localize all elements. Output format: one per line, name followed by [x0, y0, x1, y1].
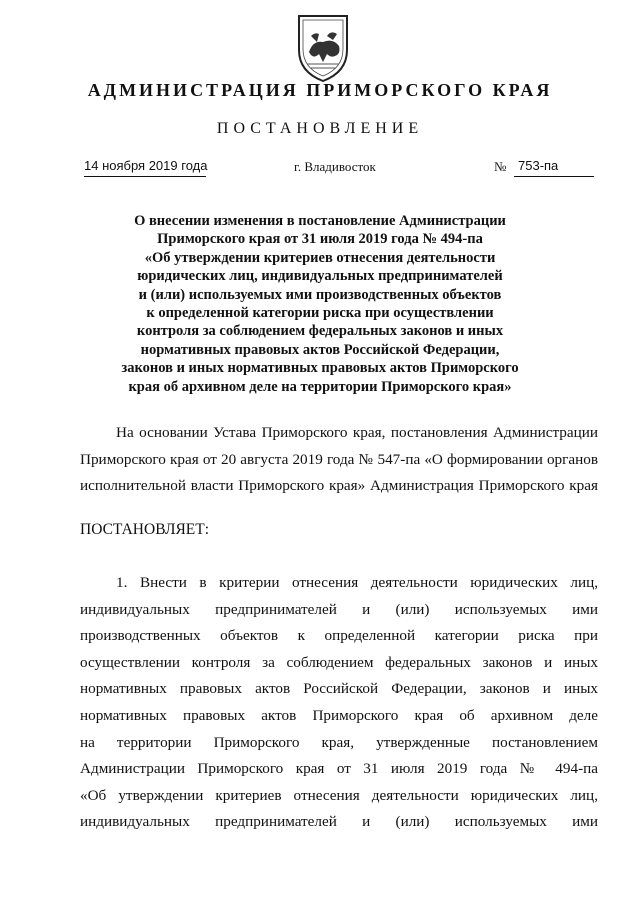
body-line: Администрации Приморского края от 31 июля 2019 года № 494-па [80, 760, 598, 778]
date-number-line [84, 158, 596, 182]
title-line: законов и иных нормативных правовых актов Приморского [121, 360, 519, 377]
body-line: нормативных правовых актов Российской Федерации, законов и иных [80, 680, 598, 698]
organization-title: АДМИНИСТРАЦИЯ ПРИМОРСКОГО КРАЯ [87, 80, 553, 100]
title-line: О внесении изменения в постановление Администрации [134, 213, 506, 229]
preamble-line: исполнительной власти Приморского края» Администрация Приморского края [80, 477, 598, 494]
title-line: «Об утверждении критериев отнесения деятельности [144, 249, 496, 266]
body-line: производственных объектов к определенной категории риска при [80, 627, 598, 645]
document-type: ПОСТАНОВЛЕНИЕ [216, 120, 424, 137]
decree-heading: ПОСТАНОВЛЯЕТ: [80, 521, 210, 538]
number-underline [514, 176, 594, 177]
coat-of-arms-icon [293, 12, 353, 84]
body-line: 1. Внести в критерии отнесения деятельности юридических лиц, [116, 574, 598, 591]
title-line: края об архивном деле на территории Приморского края» [128, 378, 512, 395]
preamble-paragraph [80, 420, 598, 500]
title-line: нормативных правовых актов Российской Федерации, [140, 341, 500, 358]
title-line: контроля за соблюдением федеральных законов и иных [136, 323, 504, 340]
body-line: «Об утверждении критериев отнесения деятельности юридических лиц, [80, 786, 598, 804]
body-line: индивидуальных предпринимателей и (или) используемых ими [80, 813, 598, 831]
title-line: и (или) используемых ими производственных объектов [138, 286, 502, 303]
preamble-line: Приморского края от 20 августа 2019 года № 547-па «О формировании органов [80, 450, 598, 468]
preamble-line: На основании Устава Приморского края, постановления Администрации [116, 424, 598, 441]
document-title [120, 212, 520, 396]
number-label: № [494, 159, 507, 174]
document-date: 14 ноября 2019 года [84, 158, 208, 173]
body-line: на территории Приморского края, утвержденные постановлением [80, 733, 598, 751]
body-line: осуществлении контроля за соблюдением федеральных законов и иных [80, 653, 598, 671]
title-line: юридических лиц, индивидуальных предпринимателей [137, 268, 503, 285]
document-number: 753-па [518, 158, 559, 173]
document-city: г. Владивосток [294, 159, 376, 174]
date-underline [84, 176, 206, 177]
body-line: нормативных правовых актов Приморского края об архивном деле [80, 706, 598, 724]
clause-1-paragraph [80, 570, 598, 836]
title-line: к определенной категории риска при осуществлении [146, 305, 494, 322]
body-line: индивидуальных предпринимателей и (или) используемых ими [80, 600, 598, 618]
title-line: Приморского края от 31 июля 2019 года № 494-па [157, 231, 483, 248]
